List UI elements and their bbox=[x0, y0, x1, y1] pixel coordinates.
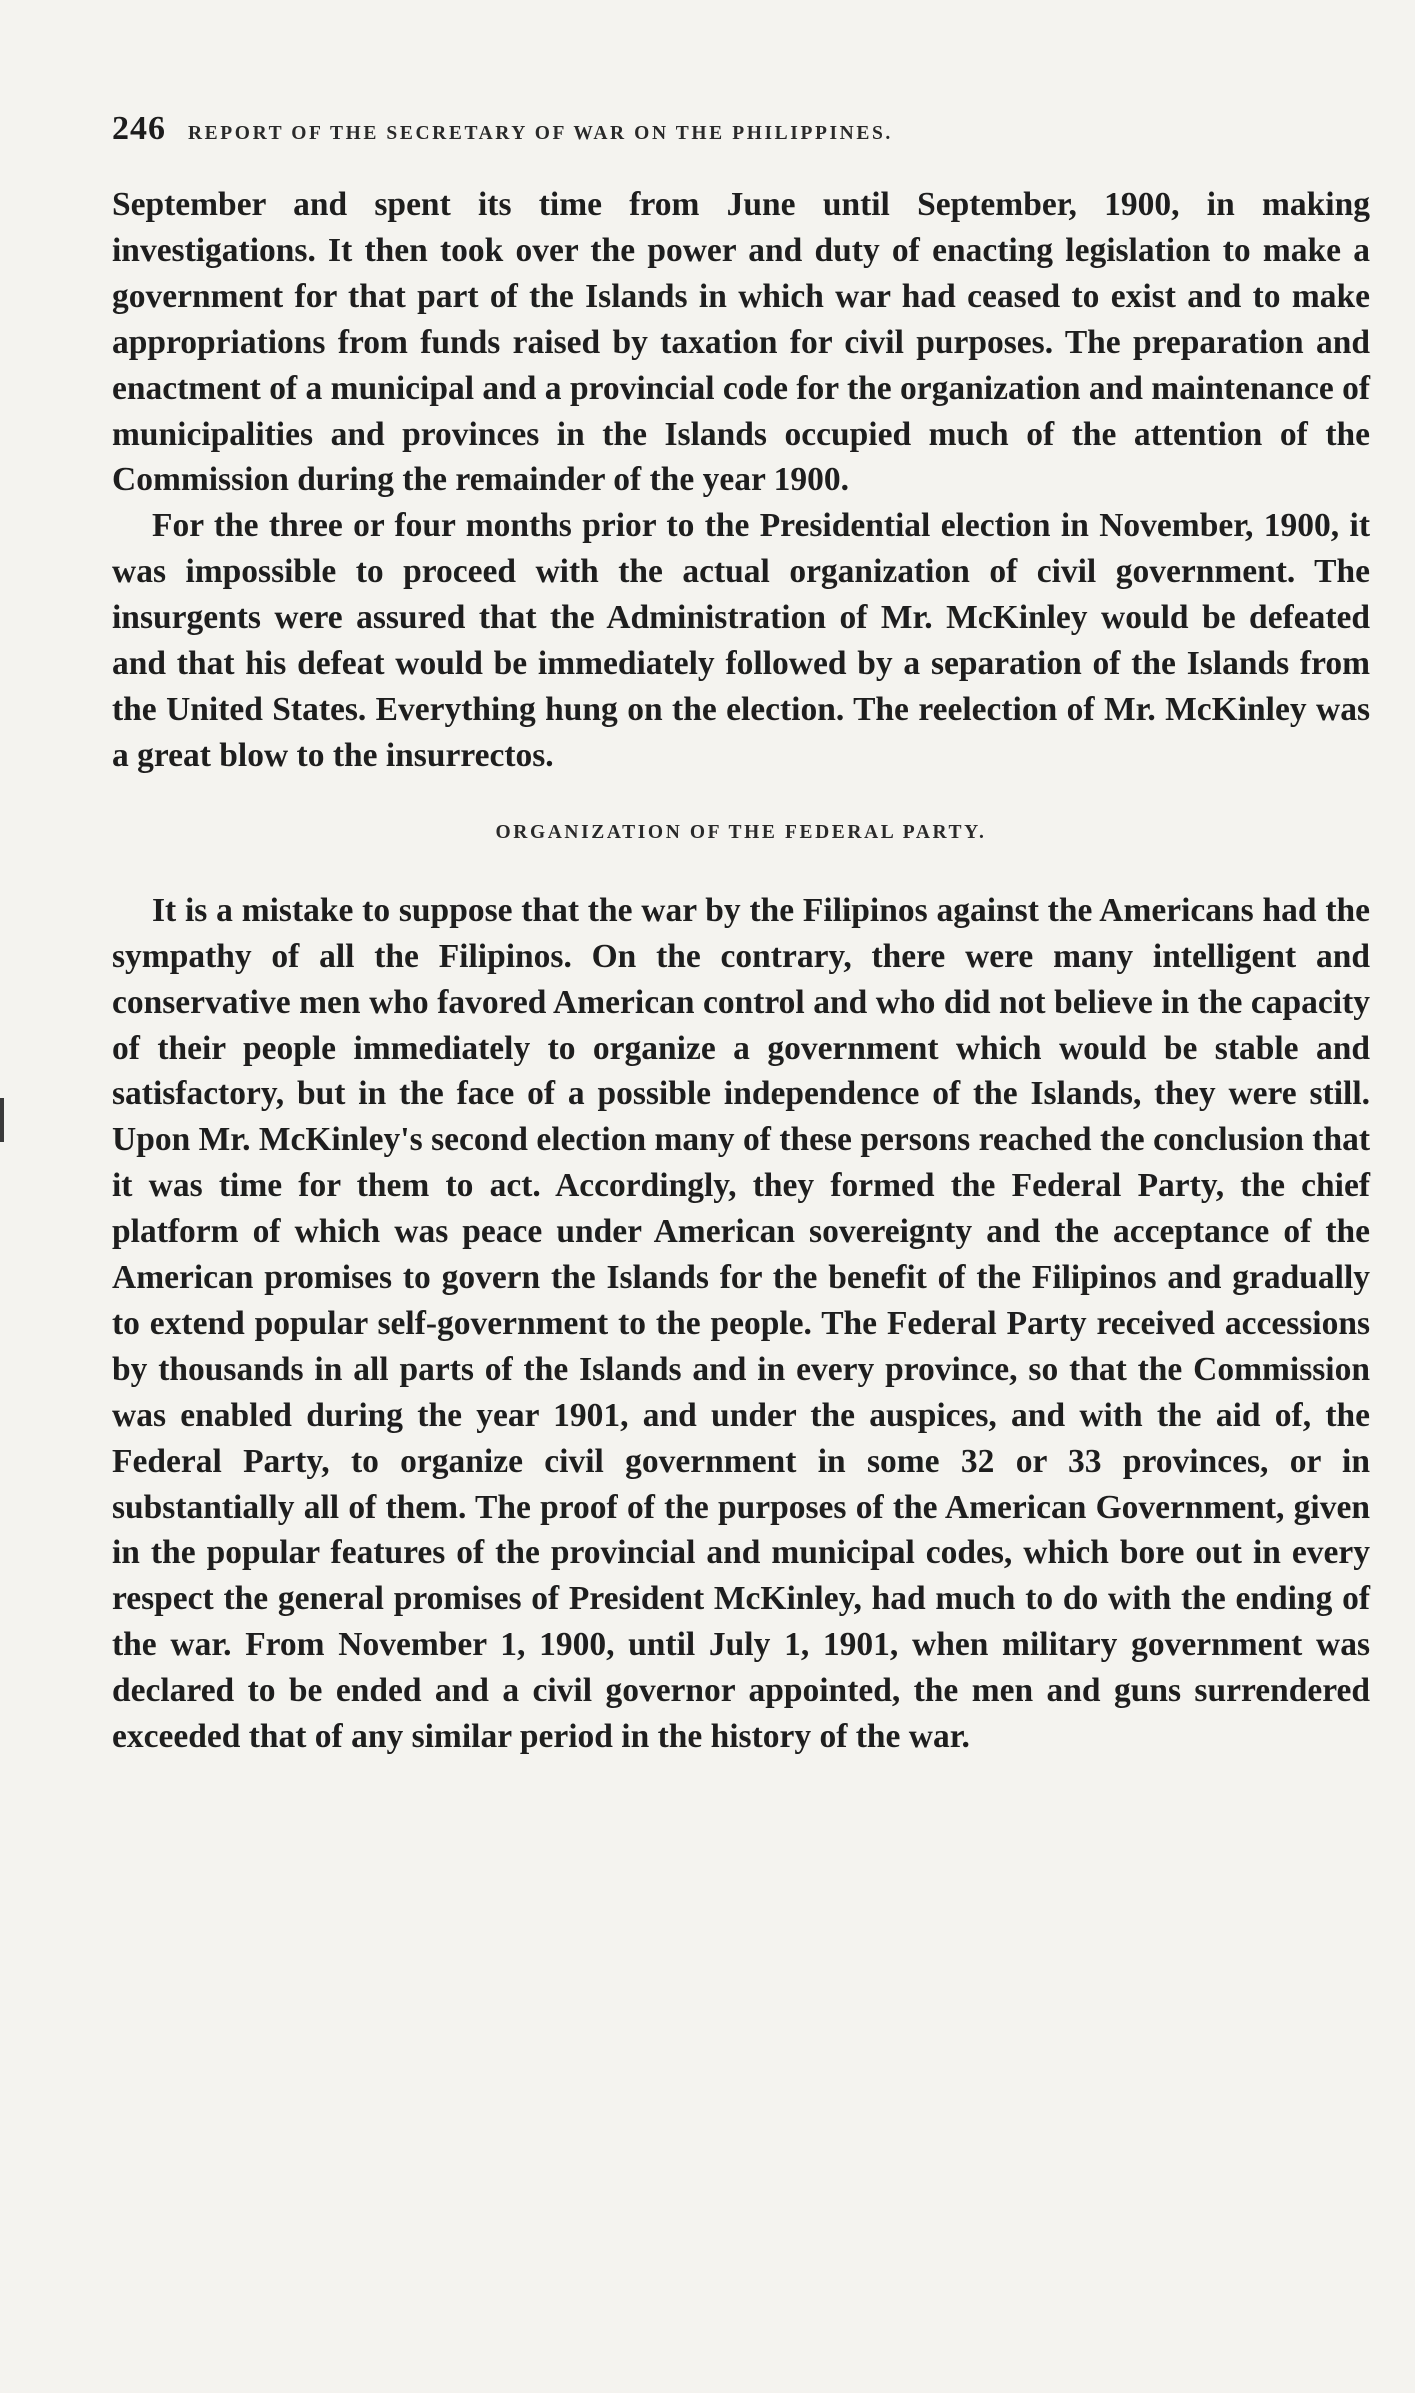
paragraph-election: For the three or four months prior to the Presidential election in November, 1900, it was impossible to proceed with the actual organization of civil government. The insurgents were assured that the Administration of Mr. McKinley would be defeated and that his defeat would be immediately followed by a separation of the Islands from the United States. Everything hung on the election. The reelection of Mr. McKinley was a great blow to the insurrectos. bbox=[112, 507, 1370, 774]
paragraph-federal-party: It is a mistake to suppose that the war by the Filipinos against the Americans had the sympathy of all the Filipinos. On the contrary, there were many intelligent and conservative men who favored American control and who did not believe in the capacity of their people immediately to organize a government which would be stable and satisfactory, but in the face of a possible independence of the Islands, they were still. Upon Mr. McKinley's second election many of these persons reached the conclusion that it was time for them to act. Accordingly, they formed the Federal Party, the chief platform of which was peace under American sovereignty and the acceptance of the American promises to govern the Islands for the benefit of the Filipinos and gradually to extend popular self-government to the people. The Federal Party received accessions by thousands in all parts of the Islands and in every province, so that the Commission was enabled during the year 1901, and under the auspices, and with the aid of, the Federal Party, to organize civil government in some 32 or 33 provinces, or in substantially all of them. The proof of the purposes of the American Government, given in the popular features of the provincial and municipal codes, which bore out in every respect the general promises of President McKinley, had much to do with the ending of the war. From November 1, 1900, until July 1, 1901, when military government was declared to be ended and a civil governor appointed, the men and guns surrendered exceeded that of any similar period in the history of the war. bbox=[112, 891, 1370, 1756]
page-number: 246 bbox=[112, 110, 166, 147]
running-title: REPORT OF THE SECRETARY OF WAR ON THE PHILIPPINES. bbox=[188, 123, 893, 144]
section-heading: ORGANIZATION OF THE FEDERAL PARTY. bbox=[495, 821, 987, 843]
document-page bbox=[112, 110, 1370, 1760]
body-text bbox=[112, 182, 1370, 1760]
paragraph-continuation: September and spent its time from June until September, 1900, in making investigations. It then took over the power and duty of enacting legislation to make a government for that part of the Islands in which war had ceased to exist and to make appropriations from funds raised by taxation for civil purposes. The preparation and enactment of a municipal and a provincial code for the organization and maintenance of municipalities and provinces in the Islands occupied much of the attention of the Commission during the remainder of the year 1900. bbox=[112, 186, 1370, 499]
margin-mark bbox=[0, 1098, 4, 1142]
running-head bbox=[112, 110, 1370, 166]
